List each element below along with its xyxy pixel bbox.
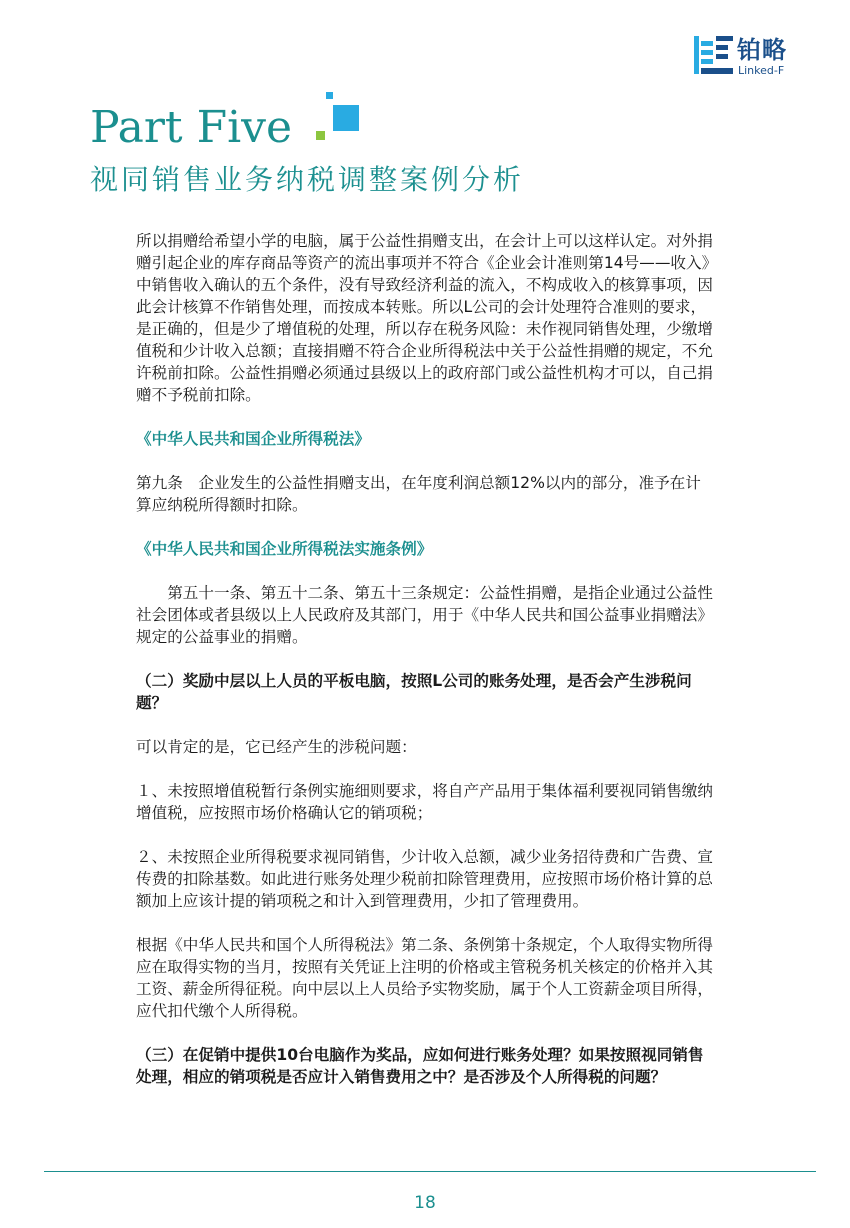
paragraph-tax-issues-intro: 可以肯定的是，它已经产生的涉税问题： xyxy=(136,738,417,756)
logo-mark-icon xyxy=(694,36,734,74)
paragraph-donation-analysis: 所以捐赠给希望小学的电脑，属于公益性捐赠支出，在会计上可以这样认定。对外捐赠引起企业的库存商品等资产的流出事项并不符合《企业会计准则第14号——收入》中销售收入确认的五个条件，没有导致经济利益的流入，不构成收入的核算事项，因此会计核算不作销售处理，而按成本转账。所以L公司的会计处理符合准则的要求，是正确的，但是少了增值税的处理，所以存在税务风险：未作视同销售处理，少缴增值税和少计收入总额；直接捐赠不符合企业所得税法中关于公益性捐赠的规定，不允许税前扣除。公益性捐赠必须通过县级以上的政府部门或公益性机构才可以，自己捐赠不予税前扣除。 xyxy=(136,232,713,404)
paragraph-individual-income-tax: 根据《中华人民共和国个人所得税法》第二条、条例第十条规定，个人取得实物所得应在取得实物的当月，按照有关凭证上注明的价格或主管税务机关核定的价格并入其工资、薪金所得征税。向中层以上人员给予实物奖励，属于个人工资薪金项目所得，应代扣代缴个人所得税。 xyxy=(136,936,713,1020)
paragraph-issue-2-income-tax: ２、未按照企业所得税要求视同销售，少计收入总额，减少业务招待费和广告费、宣传费的扣除基数。如此进行账务处理少税前扣除管理费用，应按照市场价格计算的总额加上应该计提的销项税之和计入到管理费用，少扣了管理费用。 xyxy=(136,848,713,910)
decoration-square-large xyxy=(333,105,359,131)
part-title: Part Five xyxy=(90,102,293,153)
paragraph-issue-1-vat: １、未按照增值税暂行条例实施细则要求，将自产产品用于集体福利要视同销售缴纳增值税，应按照市场价格确认它的销项税； xyxy=(136,782,713,822)
part-subtitle: 视同销售业务纳税调整案例分析 xyxy=(90,163,525,196)
law-heading-enterprise-income-tax: 《中华人民共和国企业所得税法》 xyxy=(136,430,370,448)
question-2-heading: （二）奖励中层以上人员的平板电脑，按照L公司的账务处理，是否会产生涉税问题？ xyxy=(136,672,692,712)
paragraph-article-9: 第九条 企业发生的公益性捐赠支出，在年度利润总额12%以内的部分，准予在计算应纳税所得额时扣除。 xyxy=(136,474,701,514)
logo-english-text: Linked-F xyxy=(738,64,785,77)
main-content xyxy=(136,230,716,1088)
decoration-square-small xyxy=(326,92,333,99)
logo-chinese-text: 铂略 xyxy=(737,36,787,64)
law-heading-implementation-regulations: 《中华人民共和国企业所得税法实施条例》 xyxy=(136,540,433,558)
page-number: 18 xyxy=(414,1193,436,1213)
paragraph-articles-51-53: 第五十一条、第五十二条、第五十三条规定：公益性捐赠，是指企业通过公益性社会团体或者县级以上人民政府及其部门，用于《中华人民共和国公益事业捐赠法》规定的公益事业的捐赠。 xyxy=(136,584,713,646)
question-3-heading: （三）在促销中提供10台电脑作为奖品，应如何进行账务处理？如果按照视同销售处理，相应的销项税是否应计入销售费用之中？是否涉及个人所得税的问题？ xyxy=(136,1046,704,1086)
decoration-square-green xyxy=(316,131,325,140)
footer-divider xyxy=(44,1171,816,1172)
company-logo xyxy=(694,36,814,78)
